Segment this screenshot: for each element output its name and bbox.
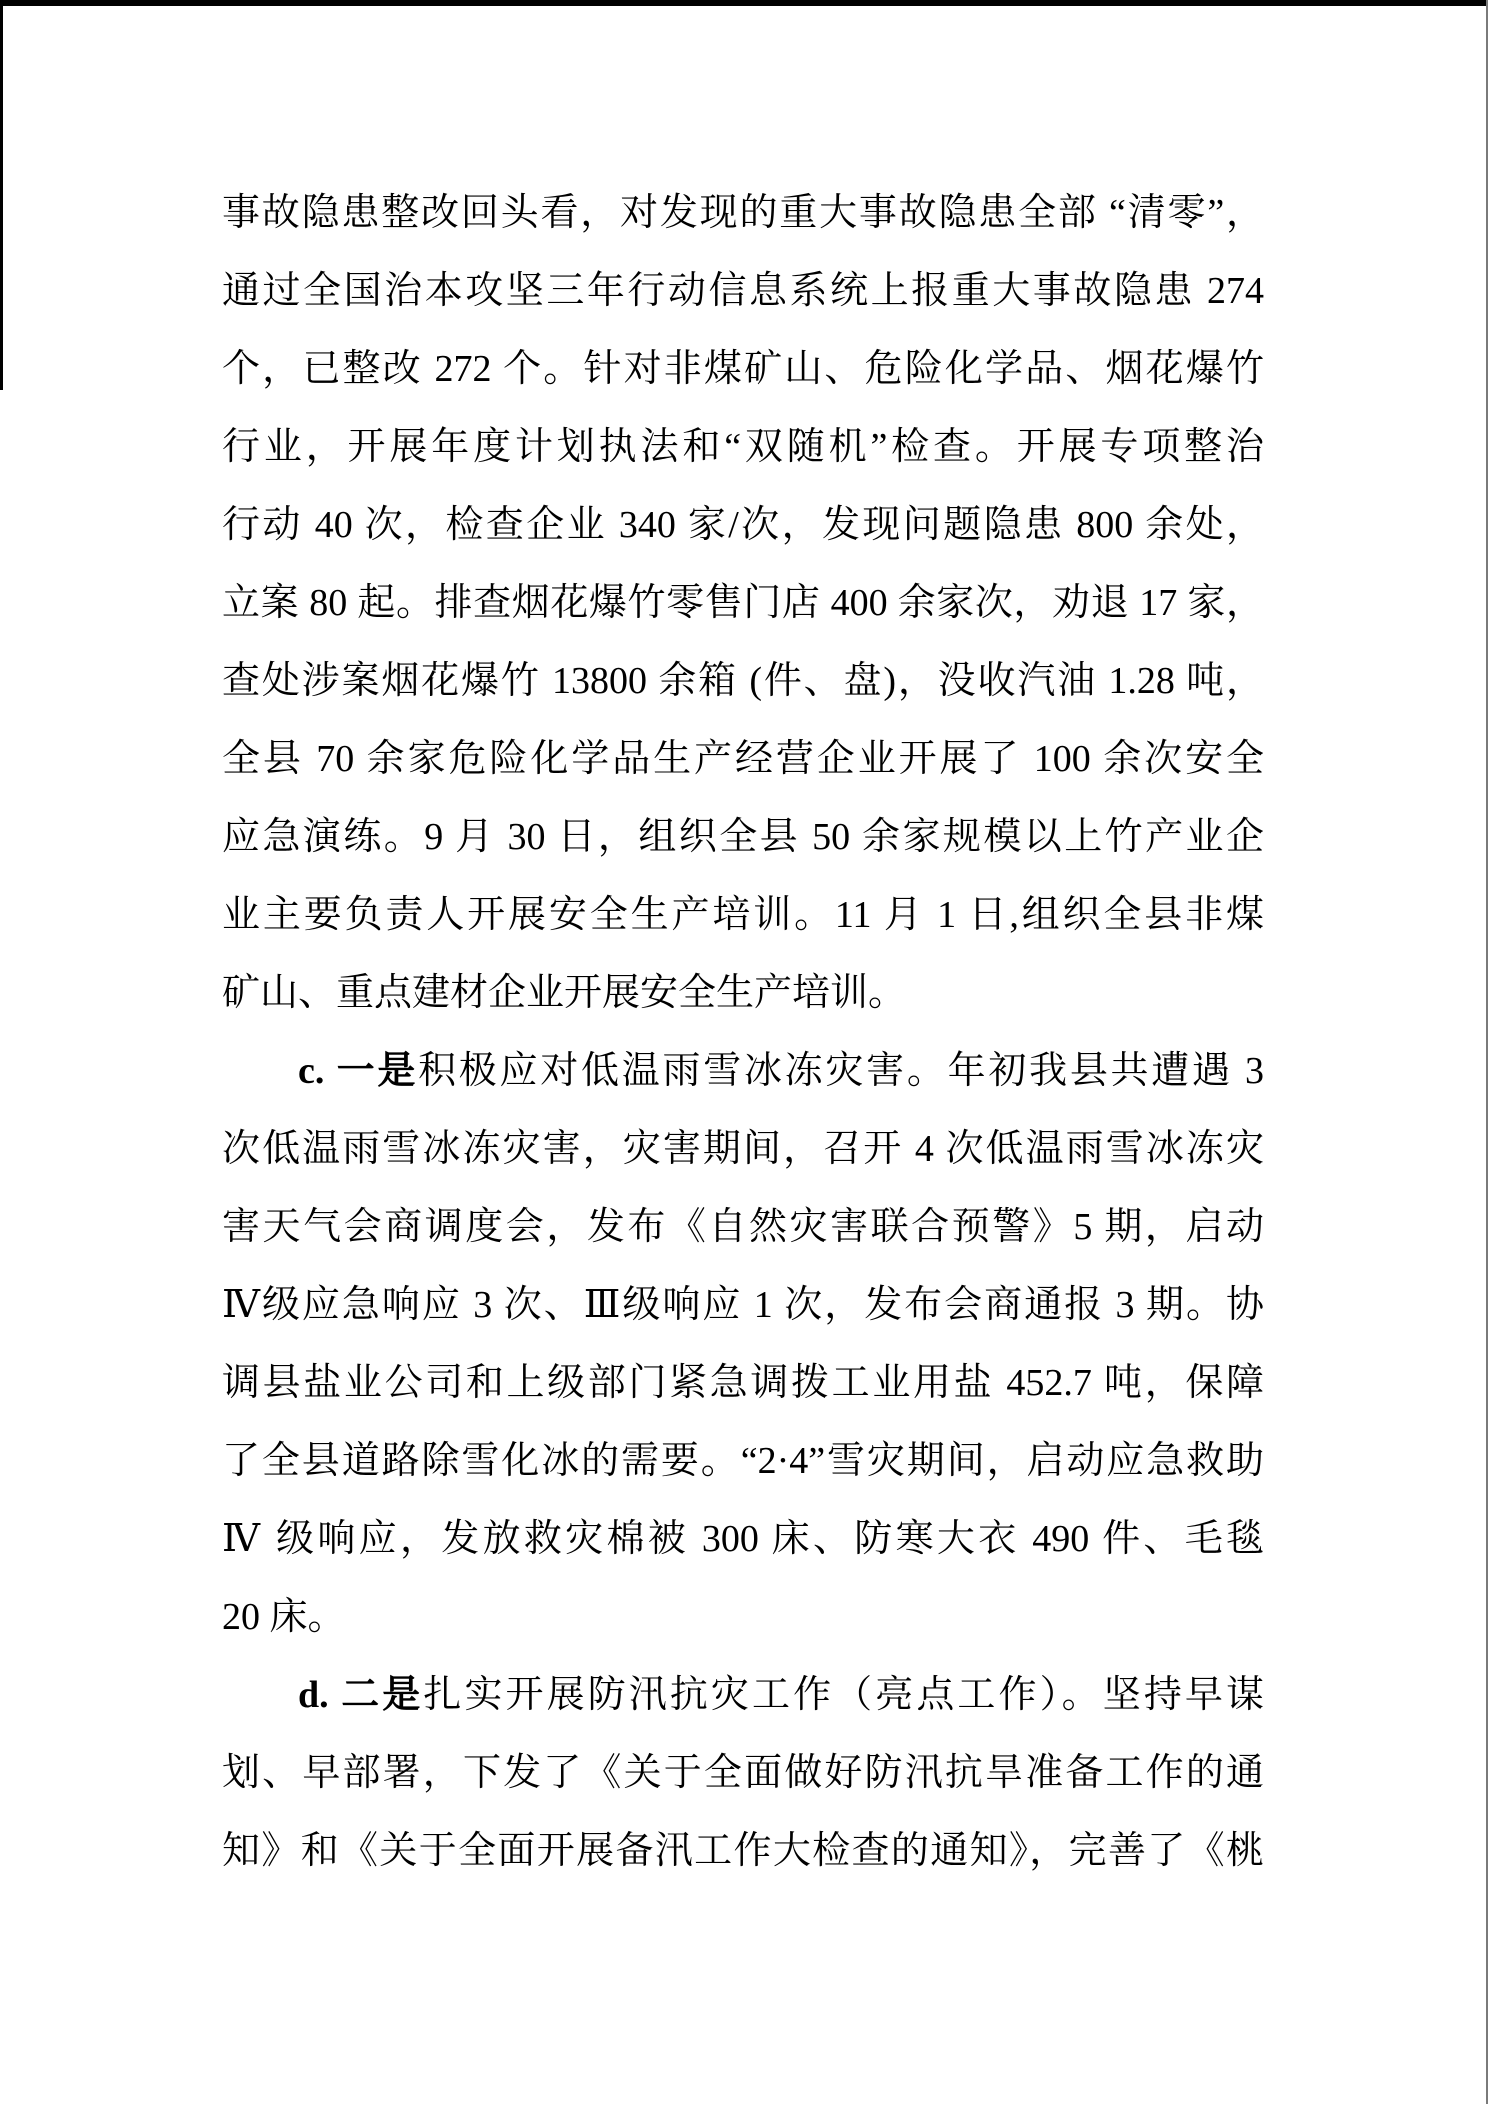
text-line [222,1188,1264,1266]
text-line [222,486,1264,564]
text-run: Ⅳ级应急响应 3 次、Ⅲ级响应 1 次，发布会商通报 3 期。协 [222,1284,1264,1326]
text-line [222,1344,1264,1422]
text-run: 知》和《关于全面开展备汛工作大检查的通知》，完善了《桃 [222,1830,1264,1872]
text-line [222,252,1264,330]
text-line [222,720,1264,798]
text-line-paragraph-c-start [222,1032,1264,1110]
text-run: 积极应对低温雨雪冰冻灾害。年初我县共遭遇 3 [418,1050,1264,1092]
text-line-paragraph-end [222,1578,1264,1656]
text-line [222,1110,1264,1188]
text-run: Ⅳ 级响应，发放救灾棉被 300 床、防寒大衣 490 件、毛毯 [222,1518,1264,1560]
text-run: 划、早部署，下发了《关于全面做好防汛抗旱准备工作的通 [222,1752,1264,1794]
text-line [222,1812,1264,1890]
text-line-paragraph-d-start [222,1656,1264,1734]
text-line [222,876,1264,954]
text-line [222,1266,1264,1344]
text-run: 查处涉案烟花爆竹 13800 余箱 (件、盘)，没收汽油 1.28 吨， [222,660,1264,702]
text-run: 了全县道路除雪化冰的需要。“2·4”雪灾期间，启动应急救助 [222,1440,1264,1482]
text-line [222,798,1264,876]
text-run: 害天气会商调度会，发布《自然灾害联合预警》5 期，启动 [222,1206,1264,1248]
text-run: 业主要负责人开展安全生产培训。11 月 1 日,组织全县非煤 [222,894,1264,936]
text-line-paragraph-end [222,954,1264,1032]
text-run: 应急演练。9 月 30 日，组织全县 50 余家规模以上竹产业企 [222,816,1264,858]
text-line [222,408,1264,486]
bold-list-marker: d. 二是 [298,1674,424,1716]
text-line [222,330,1264,408]
text-run: 行业，开展年度计划执法和“双随机”检查。开展专项整治 [222,426,1264,468]
page-top-edge [0,0,1488,6]
text-line [222,1422,1264,1500]
page-left-edge [0,0,3,390]
text-run: 20 床。 [222,1596,346,1638]
text-line [222,174,1264,252]
document-body [222,174,1264,1890]
text-run: 全县 70 余家危险化学品生产经营企业开展了 100 余次安全 [222,738,1264,780]
text-run: 行动 40 次，检查企业 340 家/次，发现问题隐患 800 余处， [222,504,1264,546]
text-run: 扎实开展防汛抗灾工作（亮点工作）。坚持早谋 [423,1674,1264,1716]
text-line [222,642,1264,720]
text-run: 个，已整改 272 个。针对非煤矿山、危险化学品、烟花爆竹 [222,348,1264,390]
text-line [222,1500,1264,1578]
text-run: 次低温雨雪冰冻灾害，灾害期间，召开 4 次低温雨雪冰冻灾 [222,1128,1264,1170]
bold-list-marker: c. 一是 [298,1050,419,1092]
text-run: 通过全国治本攻坚三年行动信息系统上报重大事故隐患 274 [222,270,1264,312]
text-run: 矿山、重点建材企业开展安全生产培训。 [222,972,907,1014]
text-run: 事故隐患整改回头看，对发现的重大事故隐患全部 “清零”， [222,192,1264,234]
text-run: 立案 80 起。排查烟花爆竹零售门店 400 余家次，劝退 17 家， [222,582,1264,624]
text-line [222,1734,1264,1812]
text-line [222,564,1264,642]
text-run: 调县盐业公司和上级部门紧急调拨工业用盐 452.7 吨，保障 [222,1362,1264,1404]
